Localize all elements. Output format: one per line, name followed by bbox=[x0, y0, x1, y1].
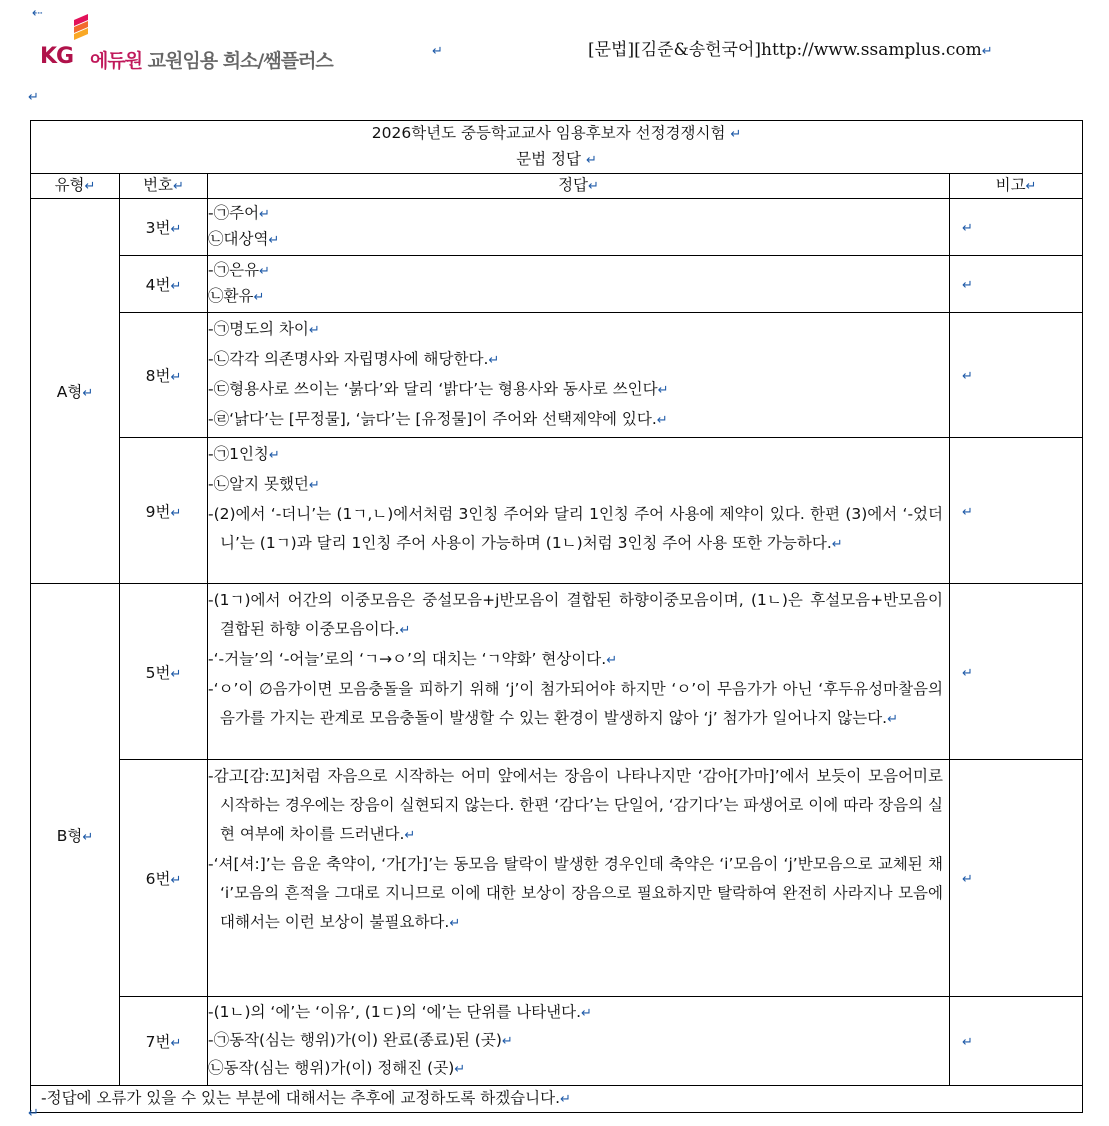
table-row bbox=[31, 584, 1083, 760]
note-cell: ↵ bbox=[950, 997, 1083, 1086]
paragraph-mark-icon: ↵ bbox=[28, 90, 39, 105]
table-row bbox=[31, 438, 1083, 584]
question-number: 5번↵ bbox=[120, 584, 208, 760]
table-title: 2026학년도 중등학교교사 임용후보자 선정경쟁시험 ↵ 문법 정답 ↵ bbox=[31, 121, 1083, 174]
kg-eduone-logo bbox=[40, 14, 370, 74]
table-row bbox=[31, 199, 1083, 256]
table-row bbox=[31, 760, 1083, 997]
type-a-cell: A형↵ bbox=[31, 199, 120, 584]
paragraph-mark-icon: ↵ bbox=[28, 1106, 39, 1121]
answer-cell: -(1ㄱ)에서 어간의 이중모음은 중설모음+j반모음이 결합된 하향이중모음이며, (1ㄴ)은 후설모음+반모음이 결합된 하향 이중모음이다.↵ -‘-거늘’의 ‘-어늘’로의 ‘ㄱ→ㅇ’의 대치는 ‘ㄱ약화’ 현상이다.↵ -‘ㅇ’이 ∅음가이면 모음충돌을 피하기 위해 ‘j’이 첨가되어야 하지만 ‘ㅇ’이 무음가가 아닌 ‘후두유성마찰음의 음가를 가지는 관계로 모음충돌이 발생할 수 있는 환경이 발생하지 않아 ‘j’ 첨가가 일어나지 않는다.↵ bbox=[208, 584, 950, 760]
note-cell: ↵ bbox=[950, 313, 1083, 438]
answer-cell: -㉠은유↵ ㉡환유↵ bbox=[208, 256, 950, 313]
answer-cell: -감고[감:꼬]처럼 자음으로 시작하는 어미 앞에서는 장음이 나타나지만 ‘감아[가마]’에서 보듯이 모음어미로 시작하는 경우에는 장음이 실현되지 않는다. 한편 ‘감다’는 단일어, ‘감기다’는 파생어로 이에 따라 장음의 실현 여부에 차이를 드러낸다.↵ -‘셔[셔:]’는 음운 축약이, ‘가[가]’는 동모음 탈락이 발생한 경우인데 축약은 ‘i’모음이 ‘j’반모음으로 교체된 채 ‘i’모음의 흔적을 그대로 지니므로 이에 대한 보상이 장음으로 필요하지만 탈락하여 완전히 사라지나 모음에 대해서는 이런 보상이 불필요하다.↵ bbox=[208, 760, 950, 997]
col-note-header: 비고↵ bbox=[950, 174, 1083, 199]
brand-name: 에듀원 교원임용 희소/쌤플러스 bbox=[90, 50, 333, 72]
note-cell: ↵ bbox=[950, 438, 1083, 584]
question-number: 3번↵ bbox=[120, 199, 208, 256]
answer-cell: -(1ㄴ)의 ‘에’는 ‘이유’, (1ㄷ)의 ‘에’는 단위를 나타낸다.↵ -㉠동작(심는 행위)가(이) 완료(종료)된 (곳)↵ ㉡동작(심는 행위)가(이) 정해진 (곳)↵ bbox=[208, 997, 950, 1086]
question-number: 9번↵ bbox=[120, 438, 208, 584]
col-type-header: 유형↵ bbox=[31, 174, 120, 199]
table-row bbox=[31, 997, 1083, 1086]
table-footer-row bbox=[31, 1086, 1083, 1113]
answer-cell: -㉠명도의 차이↵ -㉡각각 의존명사와 자립명사에 해당한다.↵ -㉢형용사로 쓰이는 ‘붉다’와 달리 ‘밝다’는 형용사와 동사로 쓰인다↵ -㉣‘낡다’는 [무정물], ‘늙다’는 [유정물]이 주어와 선택제약에 있다.↵ bbox=[208, 313, 950, 438]
type-b-cell: B형↵ bbox=[31, 584, 120, 1086]
kg-logo-icon bbox=[70, 14, 94, 40]
note-cell: ↵ bbox=[950, 584, 1083, 760]
note-cell: ↵ bbox=[950, 199, 1083, 256]
table-header-row bbox=[31, 174, 1083, 199]
question-number: 6번↵ bbox=[120, 760, 208, 997]
question-number: 7번↵ bbox=[120, 997, 208, 1086]
question-number: 4번↵ bbox=[120, 256, 208, 313]
col-answer-header: 정답↵ bbox=[208, 174, 950, 199]
answer-cell: -㉠1인칭↵ -㉡알지 못했던↵ -(2)에서 ‘-더니’는 (1ㄱ,ㄴ)에서처럼 3인칭 주어와 달리 1인칭 주어 사용에 제약이 있다. 한편 (3)에서 ‘-었더니’는 (1ㄱ)과 달리 1인칭 주어 사용이 가능하며 (1ㄴ)처럼 3인칭 주어 사용 또한 가능하다.↵ bbox=[208, 438, 950, 584]
header-subject-url: [문법][김준&송헌국어]http://www.ssamplus.com↵ bbox=[588, 40, 993, 60]
question-number: 8번↵ bbox=[120, 313, 208, 438]
footer-note: -정답에 오류가 있을 수 있는 부분에 대해서는 추후에 교정하도록 하겠습니다.↵ bbox=[31, 1086, 1083, 1113]
answer-table bbox=[30, 120, 1083, 1113]
subject-title: 문법 정답 bbox=[516, 150, 582, 168]
kg-logo-text: KG bbox=[40, 44, 74, 69]
note-cell: ↵ bbox=[950, 760, 1083, 997]
paragraph-mark-icon: ↵ bbox=[432, 44, 443, 59]
note-cell: ↵ bbox=[950, 256, 1083, 313]
tab-mark-icon: ⇠ bbox=[32, 6, 43, 21]
table-row bbox=[31, 256, 1083, 313]
exam-title: 2026학년도 중등학교교사 임용후보자 선정경쟁시험 bbox=[371, 124, 726, 142]
col-num-header: 번호↵ bbox=[120, 174, 208, 199]
table-row bbox=[31, 313, 1083, 438]
answer-cell: -㉠주어↵ ㉡대상역↵ bbox=[208, 199, 950, 256]
